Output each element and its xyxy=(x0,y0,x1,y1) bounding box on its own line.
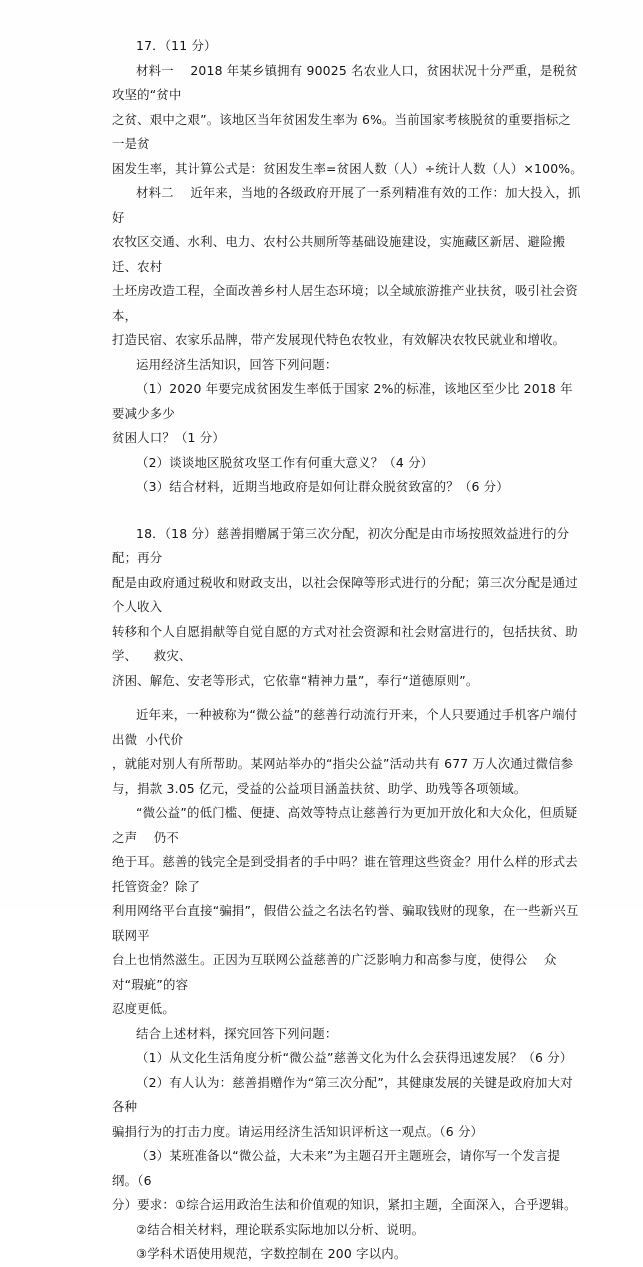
question-18-line-11: 忍度更低。 xyxy=(112,1001,175,1016)
question-17-sub-1: （1）2020 年要完成贫困发生率低于国家 2%的标准，该地区至少比 2018 年要减少多少 xyxy=(112,381,573,421)
question-18-line-7: “微公益”的低门槛、便捷、高效等特点让慈善行为更加开放化和大众化，但质疑之声 仍不 xyxy=(112,805,578,845)
question-18-sub-2-cont: 骗捐行为的打击力度。请运用经济生活知识评析这一观点。（6 分） xyxy=(112,1123,484,1139)
question-17 xyxy=(112,34,583,500)
question-17-line-1: 材料一 2018 年某乡镇拥有 90025 名农业人口，贫困状况十分严重，是税贫攻坚的“贫中 xyxy=(112,62,578,102)
question-spacer xyxy=(112,500,583,522)
question-18-line-3: 济困、解危、安老等形式，它依靠“精神力量”，奉行“道德原则”。 xyxy=(112,672,479,688)
question-18-line-10: 台上也悄然滋生。正因为互联网公益慈善的广泛影响力和高参与度，使得公 众对“瑕疵”的容 xyxy=(112,952,557,992)
question-17-line-6: 土坯房改造工程，全面改善乡村人居生态环境；以全域旅游推产业扶贫，吸引社会资本， xyxy=(112,283,578,323)
paragraph-spacer-1 xyxy=(112,693,583,703)
question-17-sub-1-cont: 贫困人口？（1 分） xyxy=(112,430,225,445)
question-17-line-2: 之贫、艰中之艰”。该地区当年贫困发生率为 6%。当前国家考核脱贫的重要指标之一是贫 xyxy=(112,111,571,151)
question-18-line-5: ，就能对别人有所帮助。某网站举办的“指尖公益”活动共有 677 万人次通过微信参 xyxy=(112,756,574,771)
question-18-line-2: 转移和个人自愿捐献等自觉自愿的方式对社会资源和社会财富进行的，包括扶贫、助学、 救灾、 xyxy=(112,623,578,663)
question-17-instruction: 运用经济生活知识，回答下列问题： xyxy=(136,356,338,372)
question-17-line-7: 打造民宿、农家乐品牌，带产发展现代特色农牧业，有效解决农牧民就业和增收。 xyxy=(112,332,566,347)
question-17-sub-2: （2）谈谈地区脱贫攻坚工作有何重大意义？（4 分） xyxy=(136,454,434,470)
question-18-sub-3-req-1: 分）要求：①综合运用政治生法和价值观的知识，紧扣主题，全面深入，合乎逻辑。 xyxy=(112,1197,577,1212)
question-17-header: 17．（11 分） xyxy=(136,38,217,53)
question-18-header: 18．（18 分）慈善捐赠属于第三次分配，初次分配是由市场按照效益进行的分配；再分 xyxy=(112,525,570,565)
question-18-line-6: 与，捐款 3.05 亿元，受益的公益项目涵盖扶贫、助学、助残等各项领域。 xyxy=(112,780,527,796)
question-18-sub-3-req-2: ②结合相关材料，理论联系实际地加以分析、说明。 xyxy=(136,1221,425,1237)
question-17-line-3: 困发生率，其计算公式是：贫困发生率=贫困人数（人）÷统计人数（人）×100%。 xyxy=(112,160,583,176)
question-17-line-4: 材料二 近年来，当地的各级政府开展了一系列精准有效的工作：加大投入，抓好 xyxy=(112,185,581,225)
question-17-sub-3: （3）结合材料，近期当地政府是如何让群众脱贫致富的？（6 分） xyxy=(136,479,509,494)
question-18-sub-3: （3）某班准备以“微公益，大未来”为主题召开主题班会，请你写一个发言提纲。（6 xyxy=(112,1148,561,1188)
question-18-line-9: 利用网络平台直接“骗捐”，假借公益之名法名钓誉、骗取钱财的现象，在一些新兴互联网平 xyxy=(112,903,579,943)
question-18-line-1: 配是由政府通过税收和财政支出，以社会保障等形式进行的分配；第三次分配是通过个人收入 xyxy=(112,574,578,614)
question-18-sub-1: （1）从文化生活角度分析“微公益”慈善文化为什么会获得迅速发展？（6 分） xyxy=(136,1050,573,1065)
question-18 xyxy=(112,522,583,1267)
question-18-line-4: 近年来，一种被称为“微公益”的慈善行动流行开来，个人只要通过手机客户端付出微 小代价 xyxy=(112,707,578,747)
question-17-line-5: 农牧区交通、水利、电力、农村公共厕所等基础设施建设，实施藏区新居、避险搬迁、农村 xyxy=(112,234,566,274)
question-18-instruction: 结合上述材料，探究回答下列问题： xyxy=(136,1025,338,1041)
question-18-line-8: 绝于耳。慈善的钱完全是到受捐者的手中吗？谁在管理这些资金？用什么样的形式去托管资金？除了 xyxy=(112,854,578,894)
question-18-sub-3-req-3: ③学科术语使用规范，字数控制在 200 字以内。 xyxy=(136,1246,407,1261)
question-18-sub-2: （2）有人认为：慈善捐赠作为“第三次分配”，其健康发展的关键是政府加大对各种 xyxy=(112,1074,573,1114)
